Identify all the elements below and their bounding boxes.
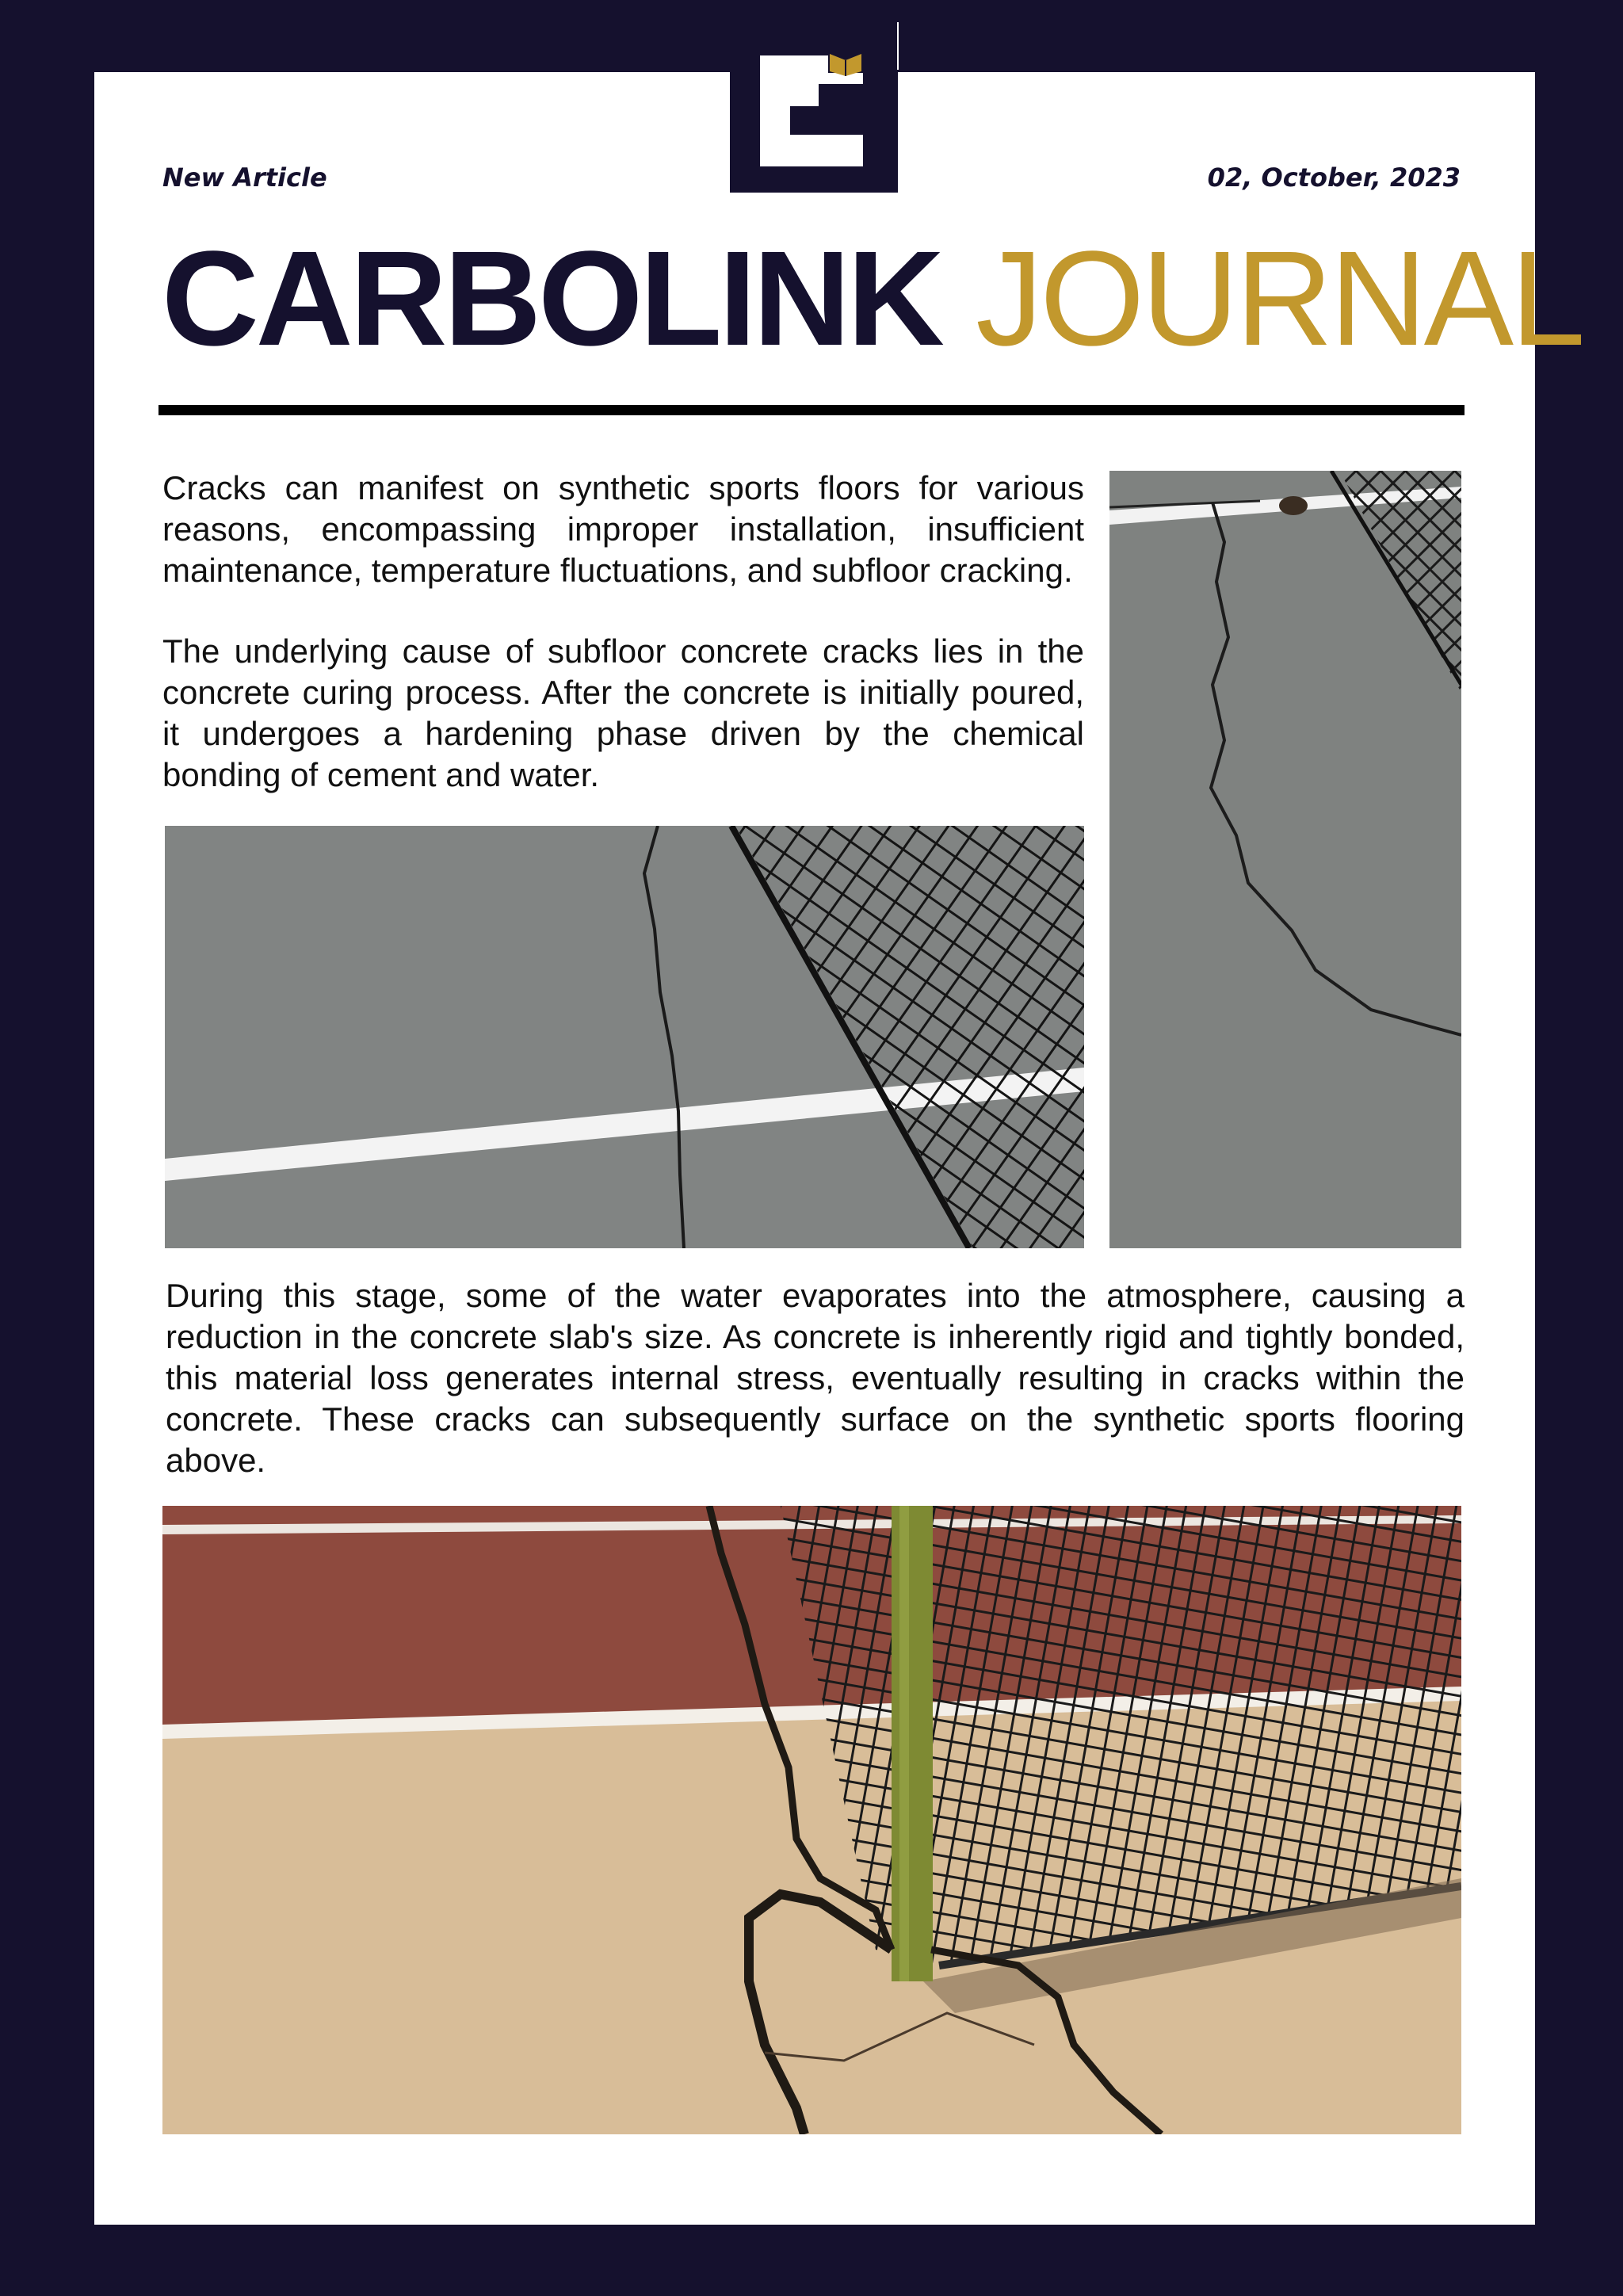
journal-logo <box>730 24 898 193</box>
article-paragraph-3: During this stage, some of the water evaporates into the atmosphere, causing a reduction in the concrete slab's size. As concrete is inherently rigid and tightly bonded, this material loss generates internal stress, eventually resulting in cracks within the concrete. These cracks can subsequently surface on the synthetic sports flooring above. <box>166 1277 1465 1479</box>
article-date: 02, October, 2023 <box>1207 162 1461 193</box>
masthead-rule <box>158 405 1465 415</box>
clay-court-crack-net-post-photo <box>162 1506 1461 2134</box>
masthead-journal: JOURNAL <box>976 223 1583 374</box>
article-paragraph-1: Cracks can manifest on synthetic sports floors for various reasons, encompassing improper installation, insufficient maintenance, temperature fluctuations, and subfloor cracking. <box>162 469 1084 589</box>
masthead-brand: CARBOLINK <box>162 223 941 374</box>
gray-court-crack-net-photo <box>165 826 1084 1248</box>
journal-masthead <box>162 223 1583 374</box>
article-paragraph-2: The underlying cause of subfloor concrete cracks lies in the concrete curing process. After the concrete is initially poured, it undergoes a hardening phase driven by the chemical bonding of cement and water. <box>162 632 1084 793</box>
gray-court-crack-vertical-photo <box>1109 471 1461 1248</box>
logo-divider <box>897 22 899 70</box>
book-logo-icon <box>730 24 898 193</box>
article-type-label: New Article <box>162 162 327 193</box>
